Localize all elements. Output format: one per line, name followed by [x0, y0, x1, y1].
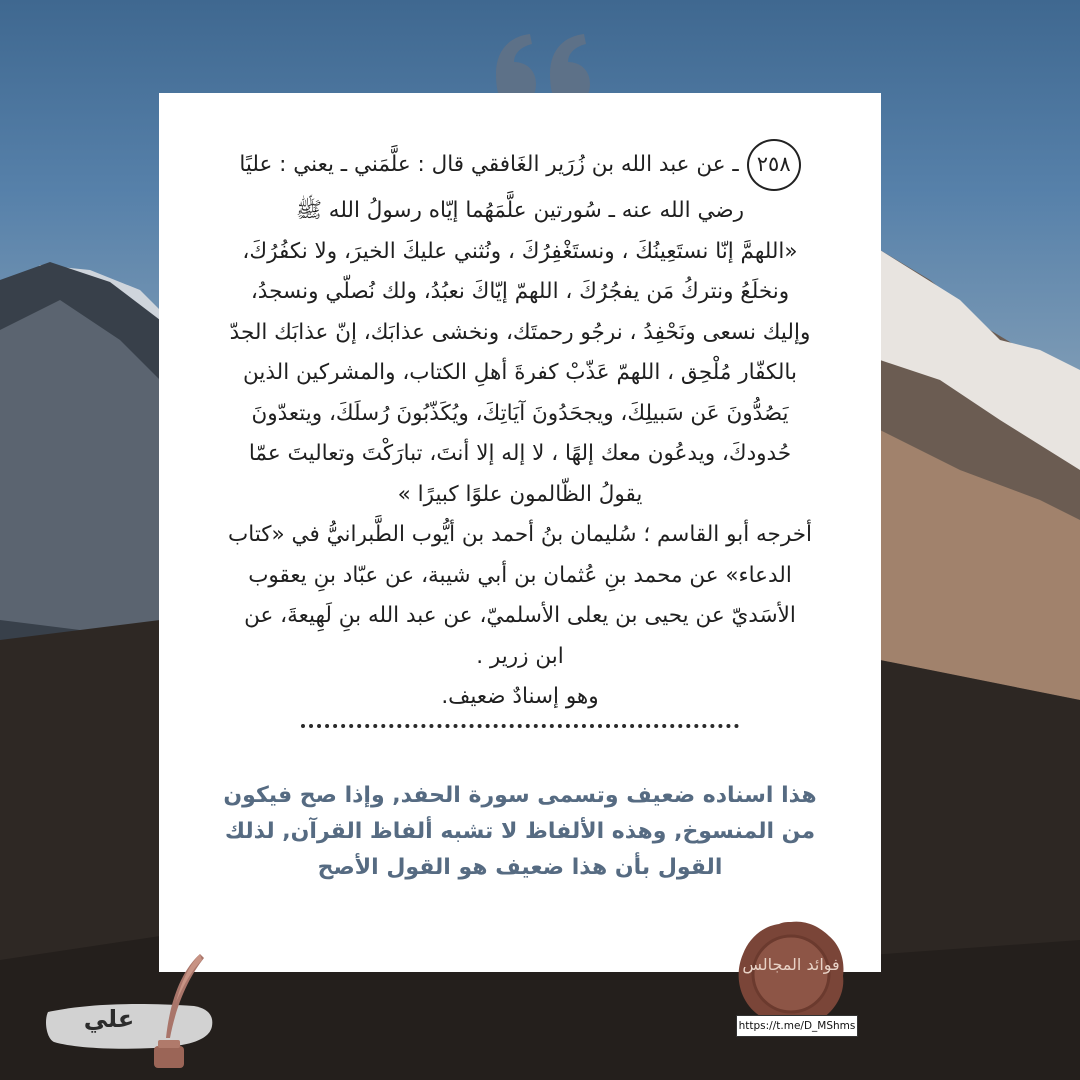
signature-text: علي: [83, 1005, 135, 1033]
hadith-line-11: الدعاء» عن محمد بنِ عُثمان بن أبي شيبة، عن عبّاد بنِ يعقوب: [248, 562, 792, 588]
hadith-line-1: ٢٥٨ـ عن عبد الله بن زُرَير الغَافقي قال : علَّمَني ـ يعني : عليًا: [179, 139, 861, 191]
quill-inkpot-icon: [140, 950, 220, 1075]
hadith-line-5: وإليك نسعى ونَحْفِدُ ، نرجُو رحمتَك، ونخشى عذابَك، إنّ عذابَك الجدّ: [229, 319, 811, 345]
comment-text: [179, 778, 861, 886]
hadith-line-14: وهو إسنادٌ ضعيف.: [441, 684, 599, 709]
hadith-line-2: رضي الله عنه ـ سُورتين علَّمَهُما إيّاه رسولُ الله ﷺ: [295, 198, 745, 223]
comment-line-1: هذا اسناده ضعيف وتسمى سورة الحفد, وإذا صح فيكون: [223, 783, 817, 808]
hadith-line-13: ابن زرير .: [476, 643, 564, 669]
seal-text: فوائد المجالس: [742, 955, 840, 974]
wax-seal-icon: [735, 918, 847, 1030]
hadith-line-6: بالكفّار مُلْحِق ، اللهمّ عَذّبْ كفرةَ أهلِ الكتاب، والمشركين الذين: [243, 360, 797, 385]
hadith-line-3: «اللهمَّ إنّا نستَعِينُكَ ، ونستَغْفِرُكَ ، ونُثني عليكَ الخيرَ، ولا نكفُرُكَ،: [242, 238, 798, 264]
hadith-line-12: الأسَديّ عن يحيى بن يعلى الأسلميّ، عن عبد الله بنِ لَهِيعةَ، عن: [244, 603, 796, 628]
hadith-number-badge: ٢٥٨: [747, 139, 801, 191]
hadith-line-8: حُدودكَ، ويدعُون معك إلهًا ، لا إله إلا أنتَ، تبارَكْتَ وتعاليتَ عمّا: [248, 441, 792, 466]
hadith-line-4: ونخلَعُ ونتركُ مَن يفجُرُكَ ، اللهمّ إيّاكَ نعبُدُ، ولك نُصلّي ونسجدُ،: [250, 279, 790, 304]
quote-card: [159, 93, 881, 972]
comment-line-3: القول بأن هذا ضعيف هو القول الأصح: [317, 855, 723, 880]
hadith-text: [179, 139, 861, 718]
hadith-line-9: يقولُ الظّالمون علوًا كبيرًا »: [397, 481, 643, 507]
comment-line-2: من المنسوخ, وهذه الألفاظ لا تشبه ألفاظ القرآن, لذلك: [224, 819, 816, 844]
dotted-divider: [301, 724, 739, 728]
hadith-line-7: يَصُدُّونَ عَن سَبيلِكَ، ويجحَدُونَ آيَاتِكَ، ويُكَذّبُونَ رُسلَكَ، ويتعدّونَ: [251, 400, 789, 426]
seal-link[interactable]: https://t.me/D_MShms: [736, 1015, 858, 1037]
hadith-line-10: أخرجه أبو القاسم ؛ سُليمان بنُ أحمد بن أيُّوب الطَّبرانيُّ في «كتاب: [228, 522, 812, 547]
